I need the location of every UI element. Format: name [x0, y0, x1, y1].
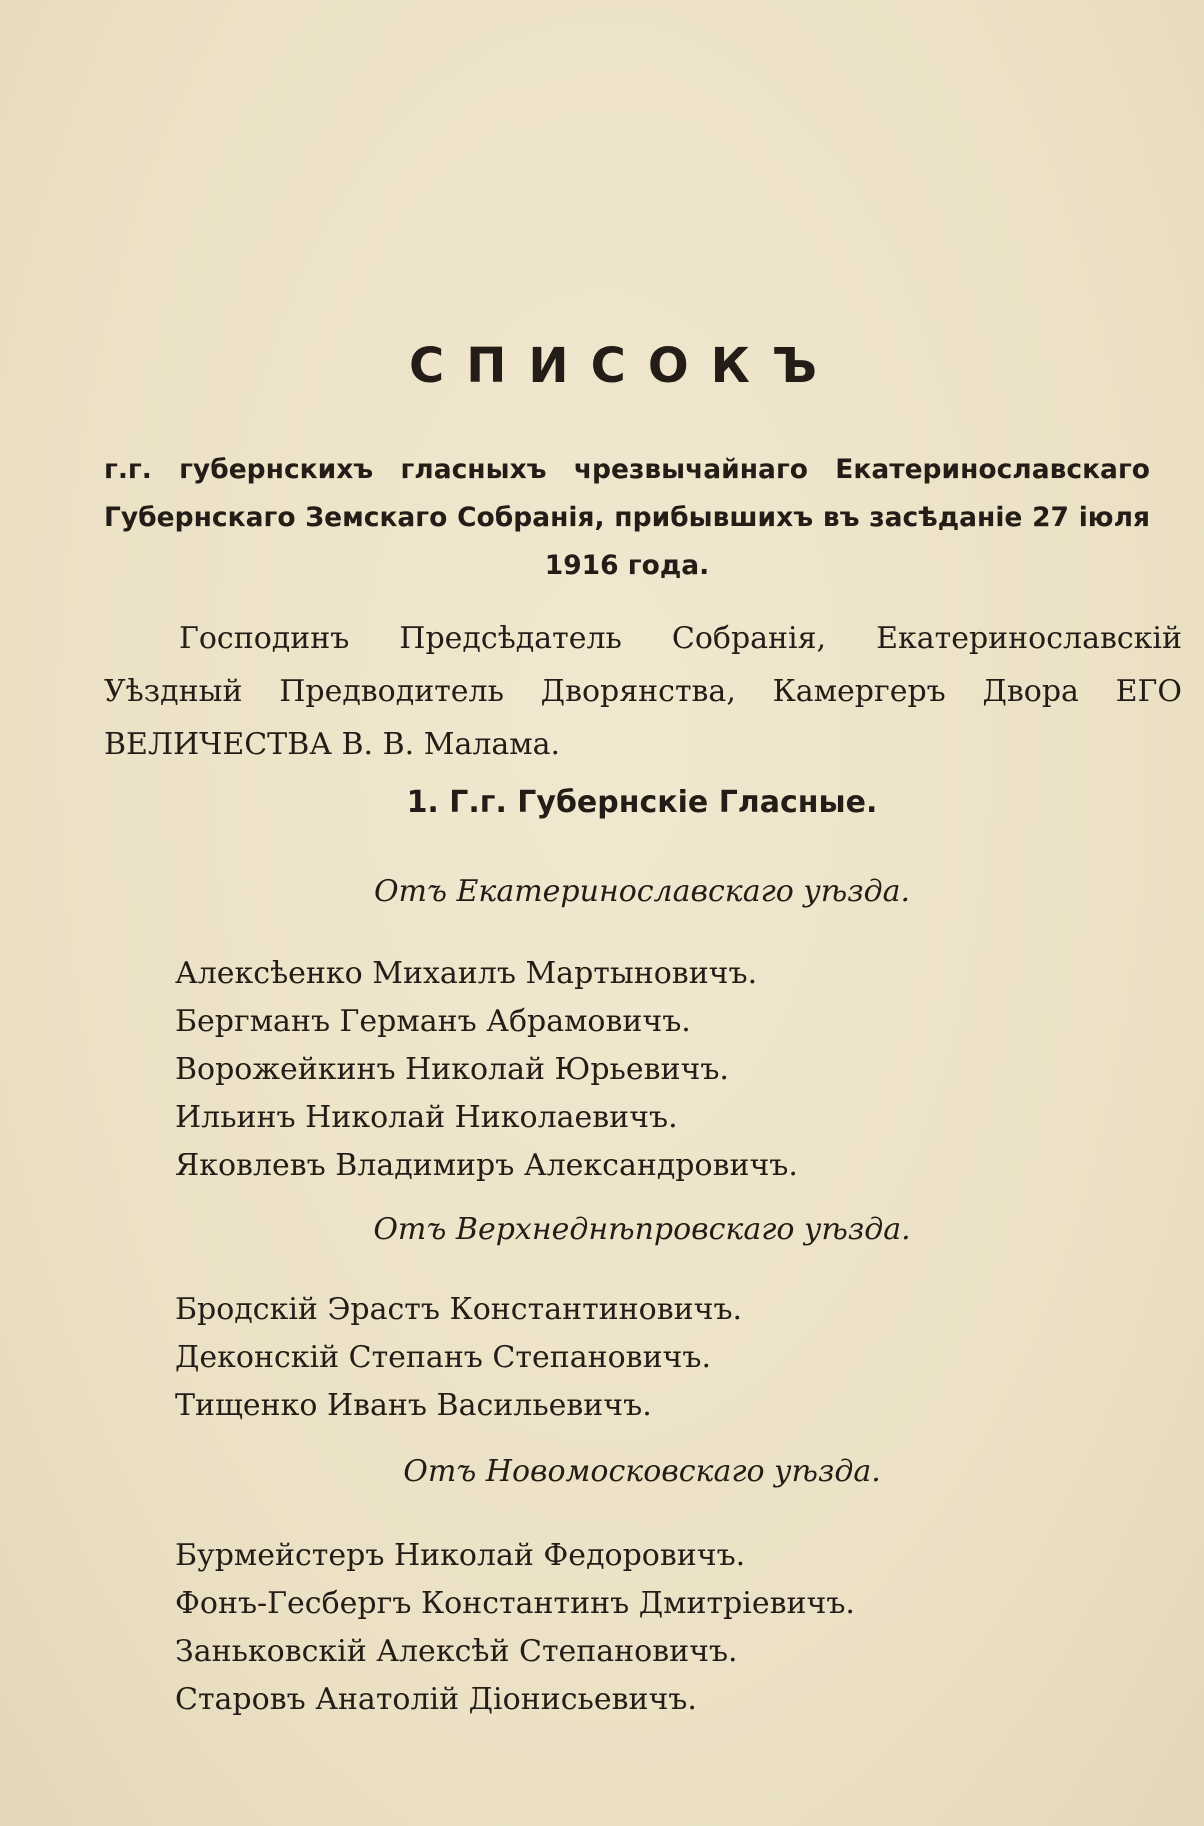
list-item: Деконскій Степанъ Степановичъ.	[175, 1340, 712, 1375]
document-subtitle: г.г. губернскихъ гласныхъ чрезвычайнаго Екатеринославскаго Губернскаго Земскаго Собранія, прибывшихъ въ засѣданіе 27 іюля 1916 года.	[104, 454, 1150, 581]
document-title: СПИСОКЪ	[409, 338, 839, 394]
list-item: Яковлевъ Владимиръ Александровичъ.	[175, 1148, 798, 1183]
district-heading-verkhnedneprovsk: Отъ Верхнеднѣпровскаго уѣзда.	[373, 1212, 911, 1247]
list-item: Тищенко Иванъ Васильевичъ.	[175, 1388, 652, 1423]
list-item: Бурмейстеръ Николай Федоровичъ.	[175, 1538, 746, 1573]
list-item: Бродскій Эрастъ Константиновичъ.	[175, 1292, 743, 1327]
list-item: Старовъ Анатолій Діонисьевичъ.	[175, 1682, 697, 1717]
district-heading-novomoskovsk: Отъ Новомосковскаго уѣзда.	[403, 1454, 881, 1489]
member-list-verkhnedneprovsk	[175, 1286, 1175, 1430]
list-item: Ильинъ Николай Николаевичъ.	[175, 1100, 678, 1135]
list-item: Фонъ-Гесбергъ Константинъ Дмитріевичъ.	[175, 1586, 855, 1621]
district-heading-ekaterinoslav: Отъ Екатеринославскаго уѣзда.	[373, 874, 911, 909]
chairman-paragraph: Господинъ Предсѣдатель Собранія, Екатеринославскій Уѣздный Предводитель Дворянства, Камергеръ Двора ЕГО ВЕЛИЧЕСТВА В. В. Малама.	[104, 621, 1182, 762]
section-heading: 1. Г.г. Губернскіе Гласные.	[406, 785, 878, 820]
list-item: Бергманъ Германъ Абрамовичъ.	[175, 1004, 691, 1039]
member-list-novomoskovsk	[175, 1532, 1175, 1724]
member-list-ekaterinoslav	[175, 950, 1175, 1190]
list-item: Алексѣенко Михаилъ Мартыновичъ.	[175, 956, 758, 991]
list-item: Заньковскій Алексѣй Степановичъ.	[175, 1634, 738, 1669]
list-item: Ворожейкинъ Николай Юрьевичъ.	[175, 1052, 729, 1087]
